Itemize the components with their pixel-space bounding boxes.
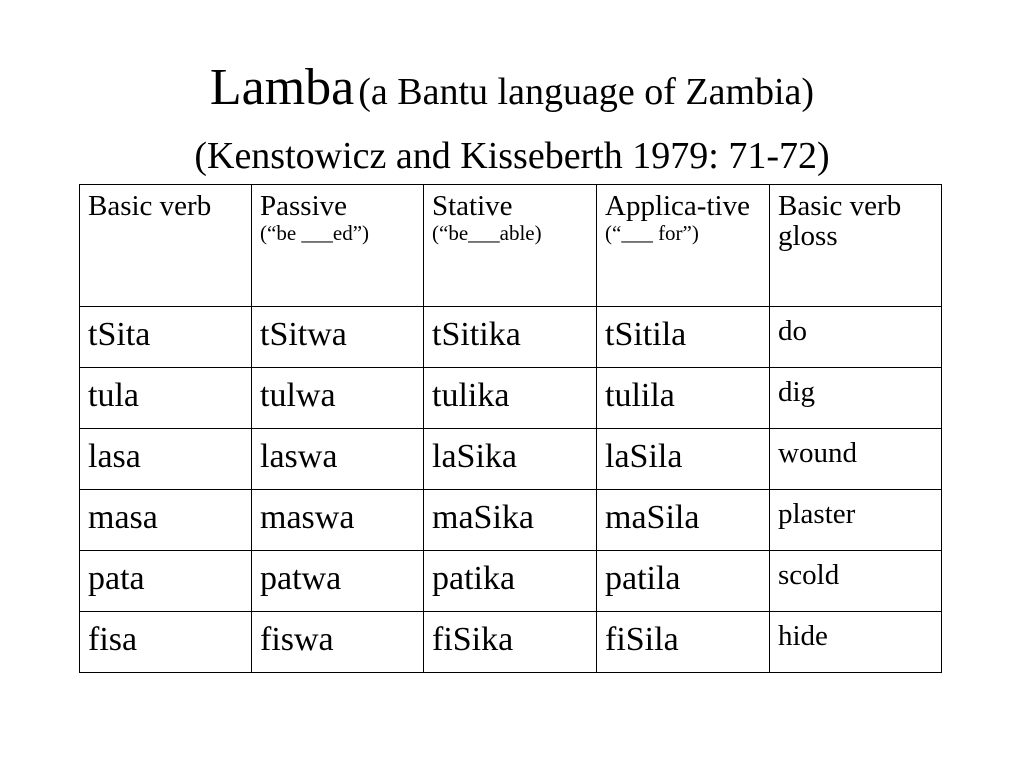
cell-gloss: dig	[770, 368, 942, 429]
title-line-main	[0, 58, 1024, 130]
header-note: (“be ___ed”)	[260, 221, 370, 245]
title-citation: (Kenstowicz and Kisseberth 1979: 71-72)	[194, 135, 830, 177]
cell-passive: fiswa	[252, 612, 424, 673]
cell-applicative: tulila	[597, 368, 770, 429]
cell-gloss: scold	[770, 551, 942, 612]
cell-stative: patika	[424, 551, 597, 612]
cell-stative: maSika	[424, 490, 597, 551]
cell-passive: patwa	[252, 551, 424, 612]
title-main: Lamba	[209, 59, 355, 116]
cell-applicative: laSila	[597, 429, 770, 490]
header-passive	[252, 185, 424, 307]
cell-passive: tSitwa	[252, 307, 424, 368]
header-gloss	[770, 185, 942, 307]
header-stative	[424, 185, 597, 307]
cell-gloss: wound	[770, 429, 942, 490]
cell-stative: fiSika	[424, 612, 597, 673]
header-note: (“be___able)	[432, 221, 542, 245]
title-subtitle: (a Bantu language of Zambia)	[358, 71, 815, 113]
header-note: (“___ for”)	[605, 221, 699, 245]
cell-basic-verb: lasa	[80, 429, 252, 490]
header-label: Stative	[432, 190, 513, 222]
cell-basic-verb: pata	[80, 551, 252, 612]
cell-applicative: maSila	[597, 490, 770, 551]
header-label: Basic verb	[88, 190, 212, 222]
header-basic-verb	[80, 185, 252, 307]
cell-applicative: patila	[597, 551, 770, 612]
cell-gloss: plaster	[770, 490, 942, 551]
header-label: Passive	[260, 190, 347, 222]
cell-passive: maswa	[252, 490, 424, 551]
table-row	[80, 368, 942, 429]
lamba-verb-table	[79, 184, 942, 673]
cell-gloss: hide	[770, 612, 942, 673]
cell-stative: tSitika	[424, 307, 597, 368]
header-label: Applica-tive	[605, 190, 750, 222]
header-label: Basic verb gloss	[778, 190, 902, 252]
cell-basic-verb: tula	[80, 368, 252, 429]
cell-stative: tulika	[424, 368, 597, 429]
table-row	[80, 551, 942, 612]
cell-gloss: do	[770, 307, 942, 368]
cell-passive: laswa	[252, 429, 424, 490]
cell-basic-verb: masa	[80, 490, 252, 551]
table-row	[80, 429, 942, 490]
cell-passive: tulwa	[252, 368, 424, 429]
table-header-row	[80, 185, 942, 307]
table-row	[80, 490, 942, 551]
cell-stative: laSika	[424, 429, 597, 490]
header-applicative	[597, 185, 770, 307]
table-row	[80, 307, 942, 368]
slide-title	[0, 58, 1024, 182]
cell-basic-verb: fisa	[80, 612, 252, 673]
cell-applicative: fiSila	[597, 612, 770, 673]
cell-applicative: tSitila	[597, 307, 770, 368]
cell-basic-verb: tSita	[80, 307, 252, 368]
table-row	[80, 612, 942, 673]
